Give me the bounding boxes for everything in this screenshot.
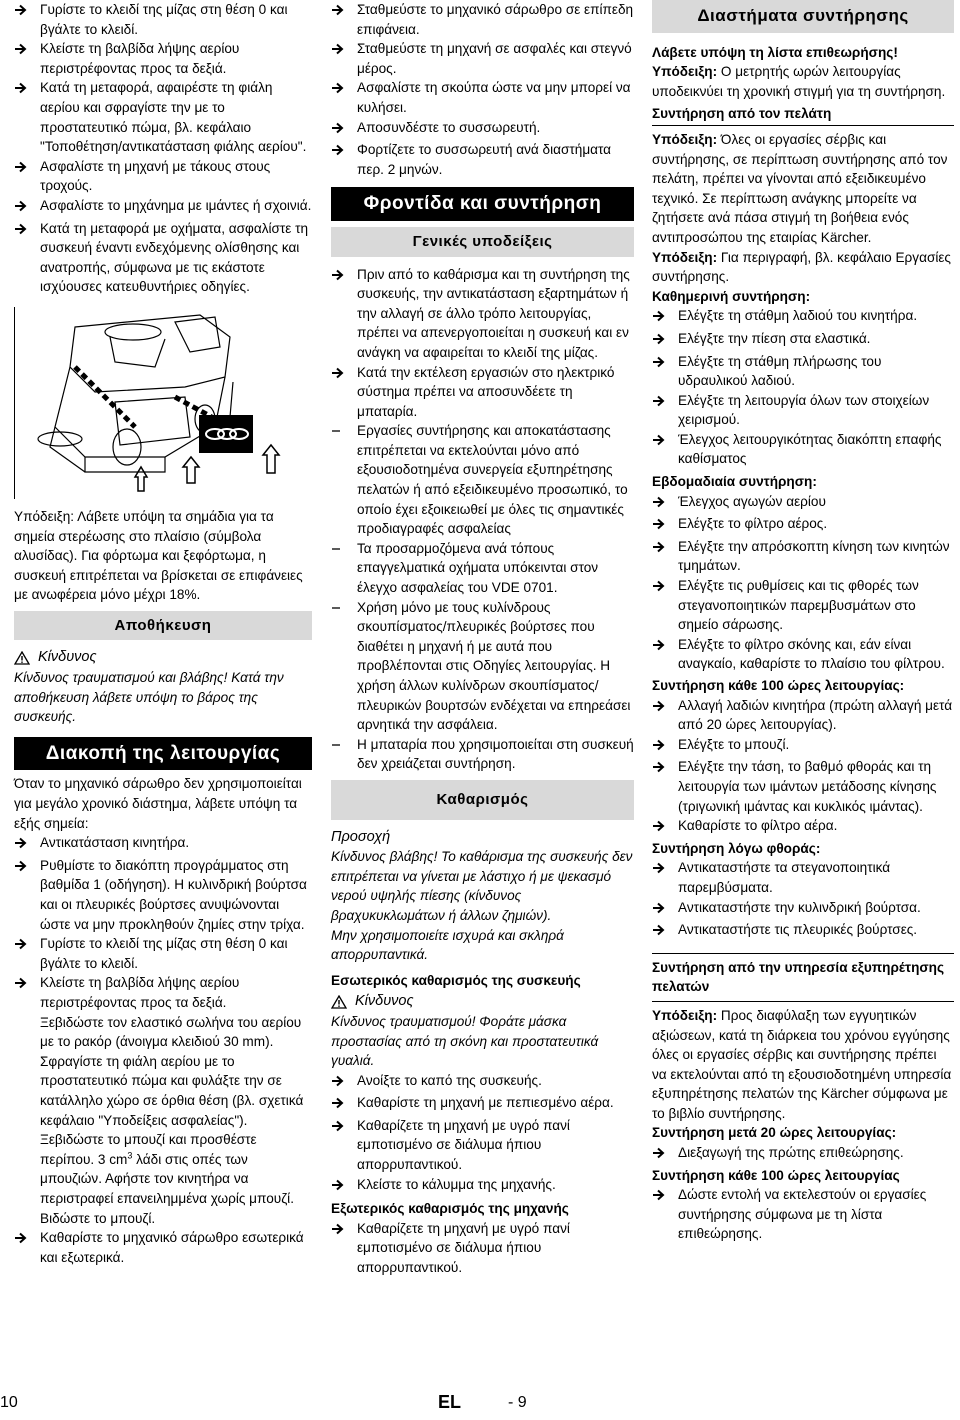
oil-spark-plug-step (14, 1130, 312, 1228)
checklist-line: Λάβετε υπόψη τη λίστα επιθεωρήσης! (652, 44, 898, 60)
list-item-text: Ρυθμίστε το διακόπτη προγράμματος στη βαθμίδα 1 (οδήγηση). Η κυλινδρική βούρτσα και οι πλευρικές βούρτσες ανυψώνονται ώστε να μην προκληθούν ζημίες στην τρίχα. (40, 857, 307, 932)
cleaning-heading: Καθαρισμός (331, 780, 634, 820)
note-label: Υπόδειξη: (652, 1007, 718, 1023)
caution-title: Προσοχή (331, 828, 391, 845)
list-item (14, 78, 312, 156)
exterior-cleaning-steps (331, 1219, 634, 1278)
list-item-text: Ελέγξτε το μπουζί. (678, 736, 790, 752)
list-item-text: Ασφαλίστε το μηχάνημα με ιμάντες ή σχοινιά. (40, 197, 312, 213)
list-item (652, 1143, 954, 1166)
interior-danger-text: Κίνδυνος τραυματισμού! Φοράτε μάσκα προστασίας από τη σκόνη και προστατευτικά γυαλιά. (331, 1013, 599, 1069)
list-item (14, 1228, 312, 1267)
list-item-text: Ελέγξτε το φίλτρο σκόνης και, εάν είναι αναγκαίο, καθαρίστε το πλαίσιο του φίλτρου. (678, 636, 945, 672)
list-item-text: Ελέγξτε την απρόσκοπτη κίνηση των κινητών τμημάτων. (678, 538, 950, 574)
hours20-maintenance-list (652, 1143, 954, 1166)
note-label: Υπόδειξη: (652, 131, 718, 147)
list-item (652, 492, 954, 515)
list-item (331, 1175, 634, 1198)
interior-cleaning-steps (331, 1071, 634, 1198)
arrow-right-icon (652, 537, 678, 576)
list-item (652, 391, 954, 430)
arrow-right-icon (14, 856, 40, 934)
list-item-text: Κατά τη μεταφορά με οχήματα, ασφαλίστε τη συσκευή έναντι ενδεχόμενης ολίσθησης και ανατροπής, σύμφωνα με τις εκάστοτε ισχύουσες κατευθυντήριες οδηγίες. (40, 220, 309, 295)
arrow-right-icon (652, 1143, 678, 1166)
list-item (331, 1219, 634, 1278)
language-code: EL (438, 1392, 462, 1412)
hours20-maintenance-heading: Συντήρηση μετά 20 ώρες λειτουργίας: (652, 1125, 897, 1141)
general-notes-list (331, 265, 634, 774)
list-item (14, 39, 312, 78)
list-item-text: Γυρίστε το κλειδί της μίζας στη θέση 0 και βγάλτε το κλειδί. (40, 2, 288, 37)
maintenance-intervals-heading: Διαστήματα συντήρησης (652, 0, 954, 33)
warning-triangle-icon (331, 995, 347, 1009)
arrow-right-icon (331, 0, 357, 39)
list-item (331, 735, 634, 774)
list-item (14, 157, 312, 196)
danger-title-storage (14, 648, 312, 668)
dash-bullet-icon (331, 539, 357, 598)
hours100-maintenance-list (652, 696, 954, 839)
list-item-text: Κλείστε τη βαλβίδα λήψης αερίου περιστρέφοντας προς τα δεξιά. (40, 975, 240, 1010)
list-item (331, 1116, 634, 1175)
list-item-text: Ελέγξτε τη λειτουργία όλων των στοιχείων χειρισμού. (678, 392, 930, 428)
divider (652, 1001, 954, 1002)
warning-triangle-icon (14, 651, 30, 665)
list-item (652, 757, 954, 816)
list-item (331, 118, 634, 141)
arrow-right-icon (652, 635, 678, 674)
list-item-text: Καθαρίζετε τη μηχανή με υγρό πανί εμποτισμένο σε διάλυμα ήπιου απορρυπαντικού. (357, 1117, 570, 1173)
shutdown-intro: Όταν το μηχανικό σάρωθρο δεν χρησιμοποιείται για μεγάλο χρονικό διάστημα, λάβετε υπόψη τα εξής σημεία: (14, 776, 302, 831)
arrow-right-icon (331, 1093, 357, 1116)
list-item-text: Η μπαταρία που χρησιμοποιείται στη συσκευή δεν χρειάζεται συντήρηση. (357, 736, 634, 772)
list-item-text: Ασφαλίστε τη σκούπα ώστε να μην μπορεί να κυλήσει. (357, 80, 631, 115)
list-item-text: Τα προσαρμοζόμενα ανά τόπους επαγγελματικά οχήματα υπόκεινται στον έλεγχο ασφαλείας του VDE 0701. (357, 540, 599, 596)
arrow-right-icon (331, 1116, 357, 1175)
list-item-text: Έλεγχος λειτουργικότητας διακόπτη επαφής καθίσματος (678, 431, 942, 467)
hours100b-maintenance-heading: Συντήρηση κάθε 100 ώρες λειτουργίας (652, 1167, 900, 1183)
arrow-right-icon (652, 858, 678, 897)
shutdown-final-steps (14, 1228, 312, 1267)
list-item (331, 78, 634, 117)
list-item-text: Καθαρίζετε τη μηχανή με υγρό πανί εμποτισμένο σε διάλυμα ήπιου απορρυπαντικού. (357, 1220, 570, 1276)
list-item (14, 196, 312, 219)
dash-bullet-icon (331, 421, 357, 539)
arrow-right-icon (331, 140, 357, 179)
list-item (14, 833, 312, 856)
service-maintenance-note (652, 1006, 954, 1124)
list-item (652, 858, 954, 897)
list-item (14, 934, 312, 973)
oil-step-superscript: 3 (127, 1150, 133, 1161)
list-item (331, 265, 634, 363)
arrow-right-icon (14, 219, 40, 297)
divider (652, 953, 954, 954)
list-item-text: Διεξαγωγή της πρώτης επιθεώρησης. (678, 1145, 904, 1161)
daily-maintenance-heading: Καθημερινή συντήρηση: (652, 288, 811, 304)
list-item (652, 352, 954, 391)
arrow-right-icon (652, 1185, 678, 1244)
daily-maintenance-list (652, 306, 954, 469)
list-item-text: Καθαρίστε το φίλτρο αέρα. (678, 818, 838, 834)
list-item-text: Δώστε εντολή να εκτελεστούν οι εργασίες συντήρησης σύμφωνα με τη λίστα επιθεώρησης. (678, 1187, 927, 1242)
arrow-right-icon (331, 1071, 357, 1094)
list-item (652, 1185, 954, 1244)
arrow-right-icon (652, 430, 678, 469)
arrow-right-icon (652, 306, 678, 329)
storage-heading: Αποθήκευση (14, 611, 312, 641)
list-item (652, 816, 954, 839)
arrow-right-icon (652, 514, 678, 537)
list-item-text: Έλεγχος αγωγών αερίου (678, 493, 826, 509)
danger-title-text: Κίνδυνος (355, 993, 414, 1010)
fixing-points-note (14, 507, 312, 605)
note-text: Ο μετρητής ωρών λειτουργίας υποδεικνύει τη χρονική στιγμή για τη συντήρηση. (652, 64, 946, 99)
arrow-right-icon (331, 1175, 357, 1198)
customer-maintenance-note (652, 130, 954, 248)
list-item-text: Ελέγξτε τις ρυθμίσεις και τις φθορές των στεγανοποιητικών παρεμβυσμάτων στο σημείο σάρωσης. (678, 578, 919, 633)
arrow-right-icon (652, 492, 678, 515)
arrow-right-icon (652, 735, 678, 758)
arrow-right-icon (14, 157, 40, 196)
arrow-right-icon (652, 920, 678, 943)
list-item (652, 898, 954, 921)
list-item-text: Αποσυνδέστε το συσσωρευτή. (357, 119, 541, 135)
sweeper-illustration (14, 307, 312, 499)
arrow-right-icon (652, 898, 678, 921)
list-item (331, 421, 634, 539)
note-label: Υπόδειξη: (652, 64, 718, 80)
wear-maintenance-heading: Συντήρηση λόγω φθοράς: (652, 840, 821, 856)
column-middle (331, 0, 634, 1278)
oil-step-text: Ξεβιδώστε το μπουζί και προσθέστε περίπου. 3 cm (40, 1132, 257, 1167)
list-item (652, 635, 954, 674)
wear-maintenance-list (652, 858, 954, 942)
note-label: Υπόδειξη: (652, 249, 718, 265)
arrow-right-icon (331, 1219, 357, 1278)
arrow-right-icon (652, 757, 678, 816)
arrow-right-icon (652, 576, 678, 635)
note-text: Όλες οι εργασίες σέρβις και συντήρησης, σε περίπτωση συντήρησης από τον πελάτη, πρέπει να γίνονται από εξειδικευμένο τεχνικό. Σε περίπτωση ανάγκης μπορείτε να ζητήσετε ανά πάσα στιγμή τη βοήθεια ενός αντιπροσώπου της εταιρίας Kärcher. (652, 131, 948, 245)
list-item-text: Ασφαλίστε τη μηχανή με τάκους στους τροχούς. (40, 158, 271, 194)
arrow-right-icon (331, 265, 357, 363)
note-text: Για περιγραφή, βλ. κεφάλαιο Εργασίες συντήρησης. (652, 249, 951, 285)
list-item-text: Ελέγξτε το φίλτρο αέρος. (678, 516, 828, 532)
list-item-text: Γυρίστε το κλειδί της μίζας στη θέση 0 και βγάλτε το κλειδί. (40, 936, 288, 971)
chain-symbol-icon (199, 415, 253, 453)
list-item (14, 973, 312, 1012)
sweeper-machine-drawing (15, 307, 305, 499)
note-text: Προς διαφύλαξη των εγγυητικών αξιώσεων, κατά τη διάρκεια του χρόνου εγγύησης όλες οι εργασίες σέρβις και συντήρησης πρέπει να εκτελούνται από τη εξουσιοδοτημένη υπηρεσία εξυπηρέτησης πελατών της Kärcher σύμφωνα με το βιβλίο συντήρησης. (652, 1007, 952, 1121)
general-notes-heading: Γενικές υποδείξεις (331, 227, 634, 257)
caution-text-2: Μην χρησιμοποιείτε ισχυρά και σκληρά απορρυπαντικά. (331, 927, 564, 963)
dash-bullet-icon (331, 735, 357, 774)
danger-title-interior (331, 992, 634, 1012)
list-item (652, 576, 954, 635)
hours100b-maintenance-list (652, 1185, 954, 1244)
list-item (652, 329, 954, 352)
arrow-right-icon (14, 934, 40, 973)
arrow-right-icon (652, 816, 678, 839)
list-item-text: Ελέγξτε τη στάθμη λαδιού του κινητήρα. (678, 308, 918, 324)
list-item-text: Κλείστε τη βαλβίδα λήψης αερίου περιστρέφοντας προς τα δεξιά. (40, 41, 240, 76)
list-item-text: Καθαρίστε το μηχανικό σάρωθρο εσωτερικά και εξωτερικά. (40, 1230, 304, 1265)
list-item (652, 735, 954, 758)
arrow-right-icon (14, 833, 40, 856)
arrow-right-icon (14, 1228, 40, 1267)
list-item-text: Αντικαταστήστε τα στεγανοποιητικά παρεμβύσματα. (678, 860, 891, 895)
list-item-text: Αντικατάσταση κινητήρα. (40, 835, 190, 851)
storage-danger-text: Κίνδυνος τραυματισμού και βλάβης! Κατά την αποθήκευση λάβετε υπόψη το βάρος της συσκευής. (14, 670, 284, 725)
list-item-text: Κατά τη μεταφορά, αφαιρέστε τη φιάλη αερίου και σφραγίστε την με το προστατευτικό πώμα, βλ. κεφάλαιο "Τοποθέτηση/αντικατάσταση φιάλης αερίου". (40, 80, 307, 155)
arrow-right-icon (331, 39, 357, 78)
caution-text: Κίνδυνος βλάβης! Το καθάρισμα της συσκευής δεν επιτρέπεται να γίνεται με λάστιχο ή με ψεκασμό νερού υψηλής πίεσης (κίνδυνος βραχυκυκλωμάτων ή άλλων ζημιών). (331, 849, 633, 923)
list-item (331, 598, 634, 735)
parking-steps (331, 0, 634, 179)
list-item (331, 39, 634, 78)
arrow-right-icon (14, 196, 40, 219)
list-item-continuation: Ξεβιδώστε τον ελαστικό σωλήνα του αερίου με το ρακόρ (άνοιγμα κλειδιού 30 mm). (40, 1014, 302, 1050)
list-item (331, 0, 634, 39)
arrow-right-icon (14, 973, 40, 1012)
list-item-text: Εργασίες συντήρησης και αποκατάστασης επιτρέπεται να εκτελούνται μόνο από εξουσιοδοτημένα συνεργεία εξυπηρέτησης πελατών ή από εξειδικευμένο προσωπικό, το οποίο έχει εξοικειωθεί με όλες τις σημαντικές προδιαγραφές ασφαλείας (357, 423, 628, 537)
list-item (331, 539, 634, 598)
arrow-right-icon (14, 78, 40, 156)
list-item-continuation: Σφραγίστε τη φιάλη αερίου με το προστατευτικό πώμα και φυλάξτε την σε κατάλληλο χώρο σε όρθια θέση (βλ. σχετικά κεφάλαιο "Υποδείξεις ασφαλείας"). (40, 1053, 304, 1128)
arrow-right-icon (652, 329, 678, 352)
list-item (652, 514, 954, 537)
arrow-right-icon (652, 352, 678, 391)
hour-meter-note (652, 62, 954, 101)
list-item-text: Ελέγξτε την τάση, το βαθμό φθοράς και τη λειτουργία των ιμάντων μετάδοσης κίνησης (τριγωνική ιμάντας και κυκλικός ιμάντας). (678, 759, 937, 814)
weekly-maintenance-heading: Εβδομαδιαία συντήρηση: (652, 474, 817, 490)
list-item (652, 430, 954, 469)
list-item-text: Σταθμεύστε το μηχανικό σάρωθρο σε επίπεδη επιφάνεια. (357, 2, 634, 37)
list-item (331, 1071, 634, 1094)
care-maintenance-heading: Φροντίδα και συντήρηση (331, 187, 634, 221)
list-item-text: Αντικαταστήστε την κυλινδρική βούρτσα. (678, 899, 921, 915)
dash-bullet-icon (331, 598, 357, 735)
list-item (652, 696, 954, 735)
arrow-right-icon (331, 118, 357, 141)
arrow-right-icon (14, 39, 40, 78)
divider (652, 125, 954, 126)
page-number: 10 (0, 1394, 18, 1411)
column-right (652, 0, 954, 1244)
weekly-maintenance-list (652, 492, 954, 674)
shutdown-steps (14, 833, 312, 1130)
shutdown-heading: Διακοπή της λειτουργίας (14, 737, 312, 771)
hours100-maintenance-heading: Συντήρηση κάθε 100 ώρες λειτουργίας: (652, 678, 905, 693)
list-item-text: Χρήση μόνο με τους κυλίνδρους σκουπίσματος/πλευρικές βούρτσες που διαθέτει η μηχανή ή με αυτά που προβλέπονται στις Οδηγίες λειτουργίας. Η χρήση άλλων κυλίνδρων σκουπίσματος/πλευρικών βουρτσών ενδέχεται να επηρεάσει αρνητικά την ασφάλεια. (357, 599, 631, 733)
list-item-text: Πριν από το καθάρισμα και τη συντήρηση της συσκευής, την αντικατάσταση εξαρτημάτων ή την αλλαγή σε άλλο τρόπο λειτουργίας, πρέπει να απενεργοποιείται η συσκευή και εν ανάγκη να αφαιρείται το κλειδί της μίζας. (357, 266, 630, 360)
list-item (14, 219, 312, 297)
list-item-text: Κατά την εκτέλεση εργασιών στο ηλεκτρικό σύστημα πρέπει να αποσυνδέετε τη μπαταρία. (357, 364, 615, 419)
list-item-text: Ελέγξτε την πίεση στα ελαστικά. (678, 330, 871, 346)
note-text: Λάβετε υπόψη τα σημάδια για τα σημεία στερέωσης στο πλαίσιο (σύμβολα αλυσίδας). Για φόρτωμα και ξεφόρτωμα, η συσκευή επιτρέπεται να βρίσκεται σε επιφάνειες με ανωφέρεια μόνο μέχρι 18%. (14, 508, 303, 603)
arrow-right-icon (652, 696, 678, 735)
list-item-text: Ανοίξτε το καπό της συσκευής. (357, 1072, 542, 1088)
list-item (331, 1093, 634, 1116)
list-item-text: Φορτίζετε το συσσωρευτή ανά διαστήματα περ. 2 μηνών. (357, 142, 612, 177)
list-item-text: Σταθμεύστε τη μηχανή σε ασφαλές και στεγνό μέρος. (357, 41, 632, 76)
interior-cleaning-heading: Εσωτερικός καθαρισμός της συσκευής (331, 972, 581, 988)
list-item (331, 140, 634, 179)
list-item (652, 920, 954, 943)
service-maintenance-heading: Συντήρηση από την υπηρεσία εξυπηρέτησης πελατών (652, 959, 945, 995)
arrow-right-icon (331, 363, 357, 422)
arrow-right-icon (652, 391, 678, 430)
list-item-text: Αλλαγή λαδιών κινητήρα (πρώτη αλλαγή μετά από 20 ώρες λειτουργίας). (678, 697, 953, 733)
list-item (652, 537, 954, 576)
list-item-text: Κλείστε το κάλυμμα της μηχανής. (357, 1176, 556, 1192)
danger-title-text: Κίνδυνος (38, 649, 97, 666)
list-item (331, 363, 634, 422)
exterior-cleaning-heading: Εξωτερικός καθαρισμός της μηχανής (331, 1201, 569, 1217)
list-item (652, 306, 954, 329)
oil-step-text-end: λάδι στις οπές των μπουζιών. Αφήστε τον κινητήρα να περιστραφεί επανειλημμένα χωρίς μπουζί. Βιδώστε το μπουζί. (40, 1151, 294, 1226)
customer-maintenance-heading: Συντήρηση από τον πελάτη (652, 106, 832, 122)
column-left (14, 0, 312, 1267)
list-item-text: Καθαρίστε τη μηχανή με πεπιεσμένο αέρα. (357, 1095, 614, 1111)
list-item (14, 856, 312, 934)
note-label: Υπόδειξη: (14, 508, 75, 524)
description-note (652, 248, 954, 287)
list-item-text: Ελέγξτε τη στάθμη πλήρωσης του υδραυλικού λαδιού. (678, 353, 882, 389)
transport-steps (14, 0, 312, 297)
list-item (14, 0, 312, 39)
list-item-text: Αντικαταστήστε τις πλευρικές βούρτσες. (678, 922, 918, 938)
arrow-right-icon (331, 78, 357, 117)
section-page: - 9 (508, 1394, 527, 1411)
arrow-right-icon (14, 0, 40, 39)
